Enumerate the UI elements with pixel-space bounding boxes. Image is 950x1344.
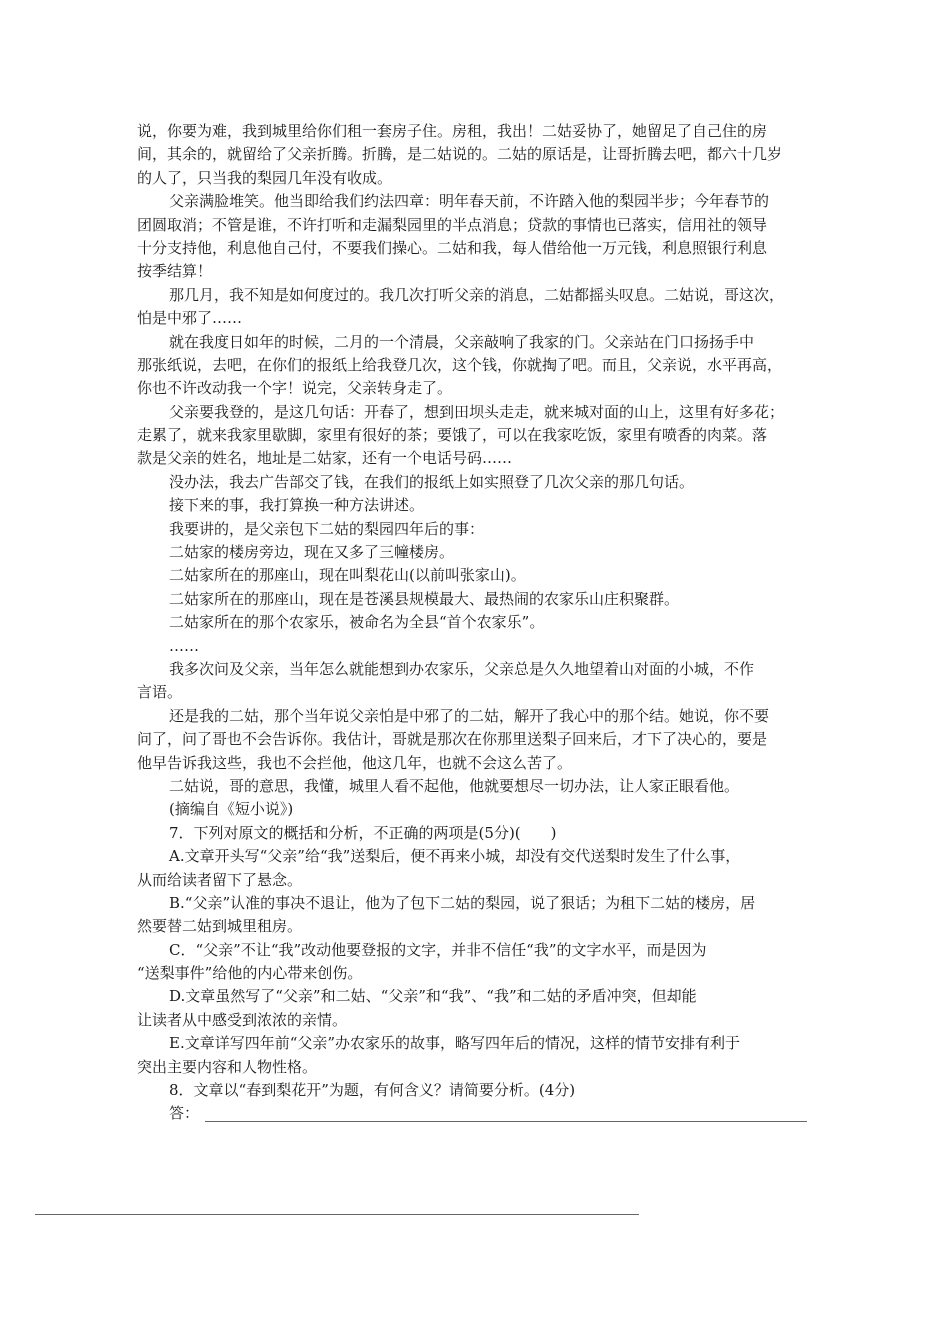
text-line: 还是我的二姑，那个当年说父亲怕是中邪了的二姑，解开了我心中的那个结。她说，你不要	[169, 706, 770, 725]
text-line: 团圆取消；不管是谁，不许打听和走漏梨园里的半点消息；贷款的事情也已落实，信用社的领导	[137, 215, 768, 234]
answer-underline-2	[35, 1214, 639, 1215]
text-line: 问了，问了哥也不会告诉你。我估计，哥就是那次在你那里送梨子回来后，才下了决心的，要是	[137, 730, 768, 749]
text-line: 那几月，我不知是如何度过的。我几次打听父亲的消息，二姑都摇头叹息。二姑说，哥这次，	[169, 285, 785, 304]
text-line: 从而给读者留下了悬念。	[137, 870, 303, 889]
text-line: 走累了，就来我家里歇脚，家里有很好的茶；要饿了，可以在我家吃饭，家里有喷香的肉菜。落	[137, 426, 768, 445]
text-line: 没办法，我去广告部交了钱，在我们的报纸上如实照登了几次父亲的那几句话。	[169, 472, 695, 491]
text-line: 我要讲的，是父亲包下二姑的梨园四年后的事：	[169, 519, 485, 538]
text-line: (摘编自《短小说》)	[169, 800, 294, 819]
text-line: 的人了，只当我的梨园几年没有收成。	[137, 168, 393, 187]
text-line: 款是父亲的姓名，地址是二姑家，还有一个电话号码……	[137, 449, 513, 468]
document-body	[137, 120, 825, 1126]
text-line: 十分支持他，利息他自己付，不要我们操心。二姑和我，每人借给他一万元钱，利息照银行利息	[137, 238, 768, 257]
text-line: 言语。	[137, 683, 183, 702]
text-line: 他早告诉我这些，我也不会拦他，他这几年，也就不会这么苦了。	[137, 753, 573, 772]
text-line: ……	[169, 636, 199, 655]
text-line: 那张纸说，去吧，在你们的报纸上给我登几次，这个钱，你就掏了吧。而且，父亲说，水平再高，	[137, 355, 783, 374]
text-line: 你也不许改动我一个字！说完，父亲转身走了。	[137, 379, 453, 398]
answer-line[interactable]	[137, 1102, 825, 1125]
text-line: 就在我度日如年的时候，二月的一个清晨，父亲敲响了我家的门。父亲站在门口扬扬手中	[169, 332, 755, 351]
text-line: D.文章虽然写了“父亲”和二姑、“父亲”和“我”、“我”和二姑的矛盾冲突，但却能	[169, 987, 697, 1006]
text-line: 我多次问及父亲，当年怎么就能想到办农家乐，父亲总是久久地望着山对面的小城，不作	[169, 659, 755, 678]
text-line: 二姑家所在的那座山，现在叫梨花山(以前叫张家山)。	[169, 566, 526, 585]
text-line: 父亲要我登的，是这几句话：开春了，想到田坝头走走，就来城对面的山上，这里有好多花；	[169, 402, 785, 421]
text-line: 按季结算！	[137, 262, 213, 281]
answer-label: 答：	[169, 1104, 200, 1123]
text-line: 说，你要为难，我到城里给你们租一套房子住。房租，我出！二姑妥协了，她留足了自己住的房	[137, 122, 768, 140]
text-line: 二姑家所在的那个农家乐，被命名为全县“首个农家乐”。	[169, 613, 545, 632]
text-line: E.文章详写四年前“父亲”办农家乐的故事，略写四年后的情况，这样的情节安排有利于	[169, 1034, 741, 1053]
text-line: 二姑说，哥的意思，我懂，城里人看不起他，他就要想尽一切办法，让人家正眼看他。	[169, 776, 740, 795]
text-line: B.“父亲”认准的事决不退让，他为了包下二姑的梨园，说了狠话；为租下二姑的楼房，居	[169, 893, 756, 912]
text-line: 二姑家的楼房旁边，现在又多了三幢楼房。	[169, 543, 455, 562]
text-line: 突出主要内容和人物性格。	[137, 1057, 318, 1076]
text-line: 让读者从中感受到浓浓的亲情。	[137, 1010, 348, 1029]
text-line: “送梨事件”给他的内心带来创伤。	[137, 964, 363, 983]
text-line: C．“父亲”不让“我”改动他要登报的文字，并非不信任“我”的文字水平，而是因为	[169, 940, 707, 959]
text-line: 7．下列对原文的概括和分析，不正确的两项是(5分)( )	[169, 823, 557, 842]
text-line: 怕是中邪了……	[137, 309, 243, 328]
text-line: 接下来的事，我打算换一种方法讲述。	[169, 496, 425, 515]
answer-underline	[205, 1121, 807, 1122]
text-line: 然要替二姑到城里租房。	[137, 917, 303, 936]
text-line: 间，其余的，就留给了父亲折腾。折腾，是二姑说的。二姑的原话是，让哥折腾去吧，都六十几岁	[137, 145, 783, 164]
text-line: 二姑家所在的那座山，现在是苍溪县规模最大、最热闹的农家乐山庄积聚群。	[169, 589, 680, 608]
text-line: A.文章开头写“父亲”给“我”送梨后，便不再来小城，却没有交代送梨时发生了什么事，	[169, 847, 741, 866]
text-line: 8．文章以“春到梨花开”为题，有何含义？请简要分析。(4分)	[169, 1081, 576, 1100]
text-line: 父亲满脸堆笑。他当即给我们约法四章：明年春天前，不许踏入他的梨园半步；今年春节的	[169, 192, 770, 211]
